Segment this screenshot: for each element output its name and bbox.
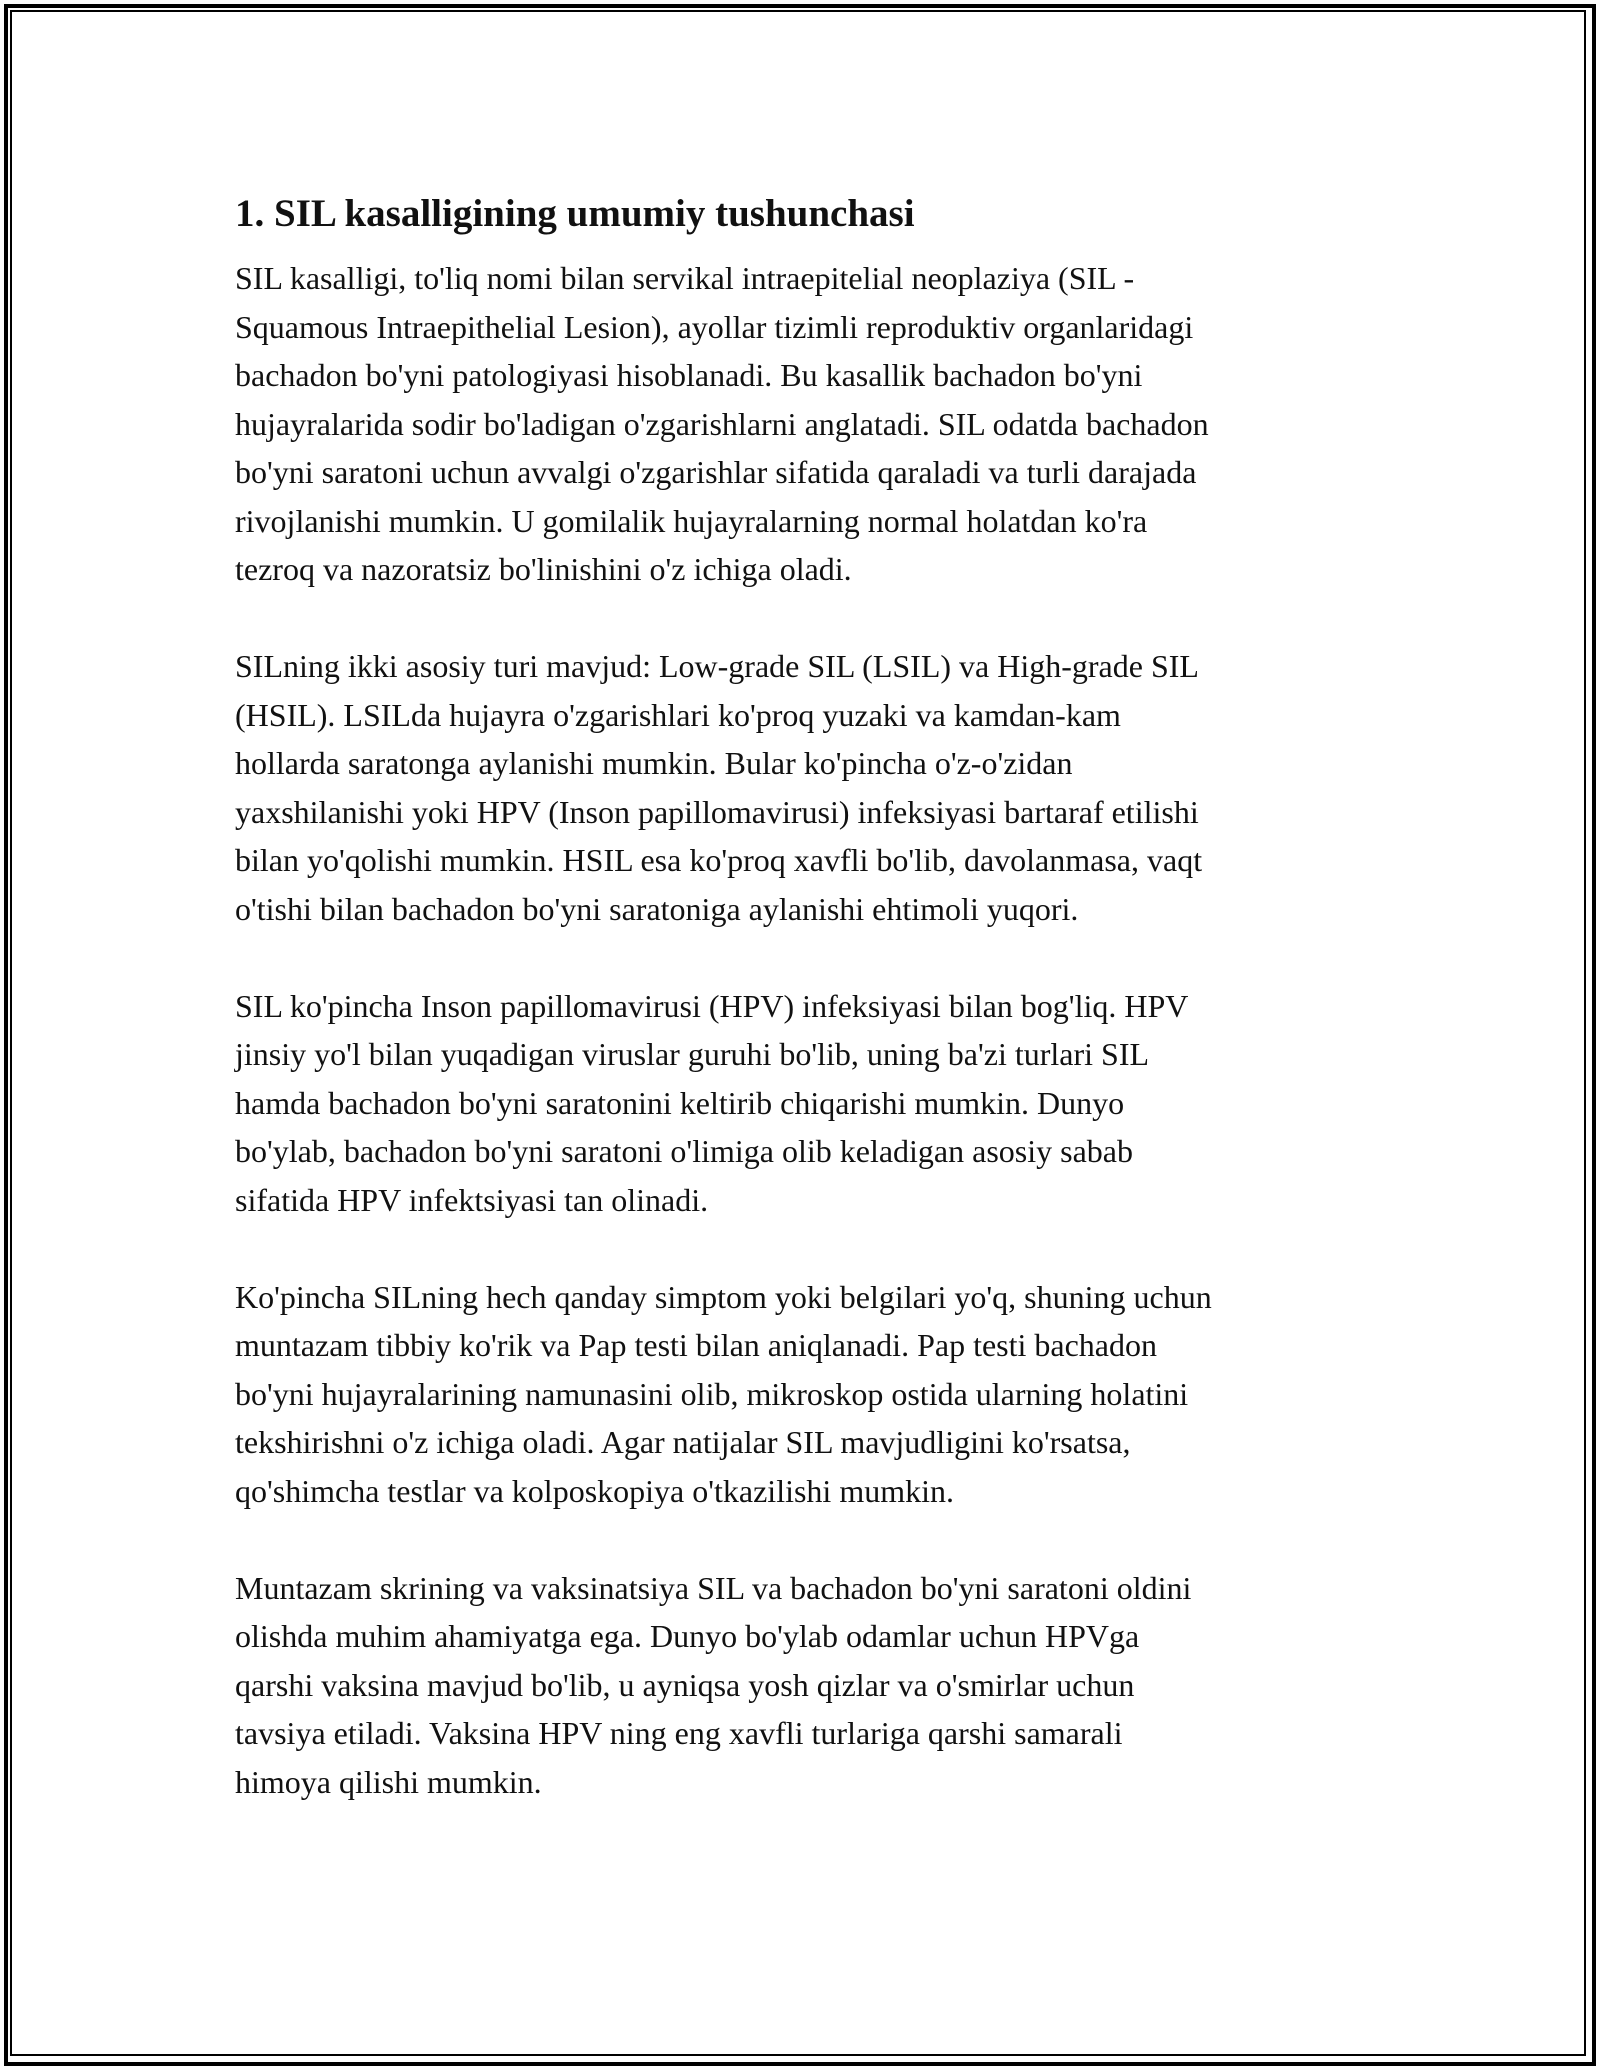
text-line: SILning ikki asosiy turi mavjud: Low-grade SIL (LSIL) va High-grade SIL bbox=[235, 648, 1199, 684]
text-line: olishda muhim ahamiyatga ega. Dunyo bo'ylab odamlar uchun HPVga bbox=[235, 1618, 1140, 1654]
text-line: tezroq va nazoratsiz bo'linishini o'z ichiga oladi. bbox=[235, 551, 852, 587]
text-line: yaxshilanishi yoki HPV (Inson papillomavirusi) infeksiyasi bartaraf etilishi bbox=[235, 793, 1199, 830]
text-line: qo'shimcha testlar va kolposkopiya o'tkazilishi mumkin. bbox=[235, 1472, 954, 1509]
text-line: Ko'pincha SILning hech qanday simptom yoki belgilari yo'q, shuning uchun bbox=[235, 1278, 1212, 1315]
text-line: bo'ylab, bachadon bo'yni saratoni o'limiga olib keladigan asosiy sabab bbox=[235, 1133, 1133, 1169]
text-line: o'tishi bilan bachadon bo'yni saratoniga aylanishi ehtimoli yuqori. bbox=[235, 890, 1079, 927]
text-line: muntazam tibbiy ko'rik va Pap testi bilan aniqlanadi. Pap testi bachadon bbox=[235, 1327, 1157, 1363]
text-line: sifatida HPV infektsiyasi tan olinadi. bbox=[235, 1181, 709, 1218]
text-line: hollarda saratonga aylanishi mumkin. Bular ko'pincha o'z-o'zidan bbox=[235, 745, 1073, 781]
text-line: tavsiya etiladi. Vaksina HPV ning eng xavfli turlariga qarshi samarali bbox=[235, 1715, 1123, 1751]
paragraph-diagnosis bbox=[235, 1273, 1365, 1516]
text-line: SIL ko'pincha Inson papillomavirusi (HPV) infeksiyasi bilan bog'liq. HPV bbox=[235, 987, 1189, 1024]
text-line: hamda bachadon bo'yni saratonini keltirib chiqarishi mumkin. Dunyo bbox=[235, 1084, 1125, 1121]
text-line: qarshi vaksina mavjud bo'lib, u ayniqsa yosh qizlar va o'smirlar uchun bbox=[235, 1666, 1135, 1703]
document-body bbox=[235, 186, 1365, 1855]
paragraph-hpv bbox=[235, 982, 1365, 1225]
text-line: Muntazam skrining va vaksinatsiya SIL va bachadon bo'yni saratoni oldini bbox=[235, 1569, 1192, 1606]
text-line: SIL kasalligi, to'liq nomi bilan servikal intraepitelial neoplaziya (SIL - bbox=[235, 260, 1135, 296]
text-line: (HSIL). LSILda hujayra o'zgarishlari ko'proq yuzaki va kamdan-kam bbox=[235, 696, 1121, 733]
text-line: hujayralarida sodir bo'ladigan o'zgarishlarni anglatadi. SIL odatda bachadon bbox=[235, 405, 1209, 442]
text-line: bo'yni saratoni uchun avvalgi o'zgarishlar sifatida qaraladi va turli darajada bbox=[235, 454, 1197, 490]
paragraph-types bbox=[235, 642, 1365, 933]
text-line: himoya qilishi mumkin. bbox=[235, 1763, 542, 1800]
text-line: bilan yo'qolishi mumkin. HSIL esa ko'proq xavfli bo'lib, davolanmasa, vaqt bbox=[235, 842, 1203, 878]
text-line: rivojlanishi mumkin. U gomilalik hujayralarning normal holatdan ko'ra bbox=[235, 502, 1148, 539]
paragraph-definition bbox=[235, 254, 1365, 594]
text-line: Squamous Intraepithelial Lesion), ayollar tizimli reproduktiv organlaridagi bbox=[235, 308, 1194, 345]
section-heading: 1. SIL kasalligining umumiy tushunchasi bbox=[235, 192, 915, 235]
paragraph-prevention bbox=[235, 1564, 1365, 1807]
text-line: bachadon bo'yni patologiyasi hisoblanadi. Bu kasallik bachadon bo'yni bbox=[235, 357, 1143, 393]
text-line: jinsiy yo'l bilan yuqadigan viruslar guruhi bo'lib, uning ba'zi turlari SIL bbox=[235, 1036, 1150, 1072]
text-line: tekshirishni o'z ichiga oladi. Agar natijalar SIL mavjudligini ko'rsatsa, bbox=[235, 1424, 1131, 1460]
text-line: bo'yni hujayralarining namunasini olib, mikroskop ostida ularning holatini bbox=[235, 1375, 1189, 1412]
